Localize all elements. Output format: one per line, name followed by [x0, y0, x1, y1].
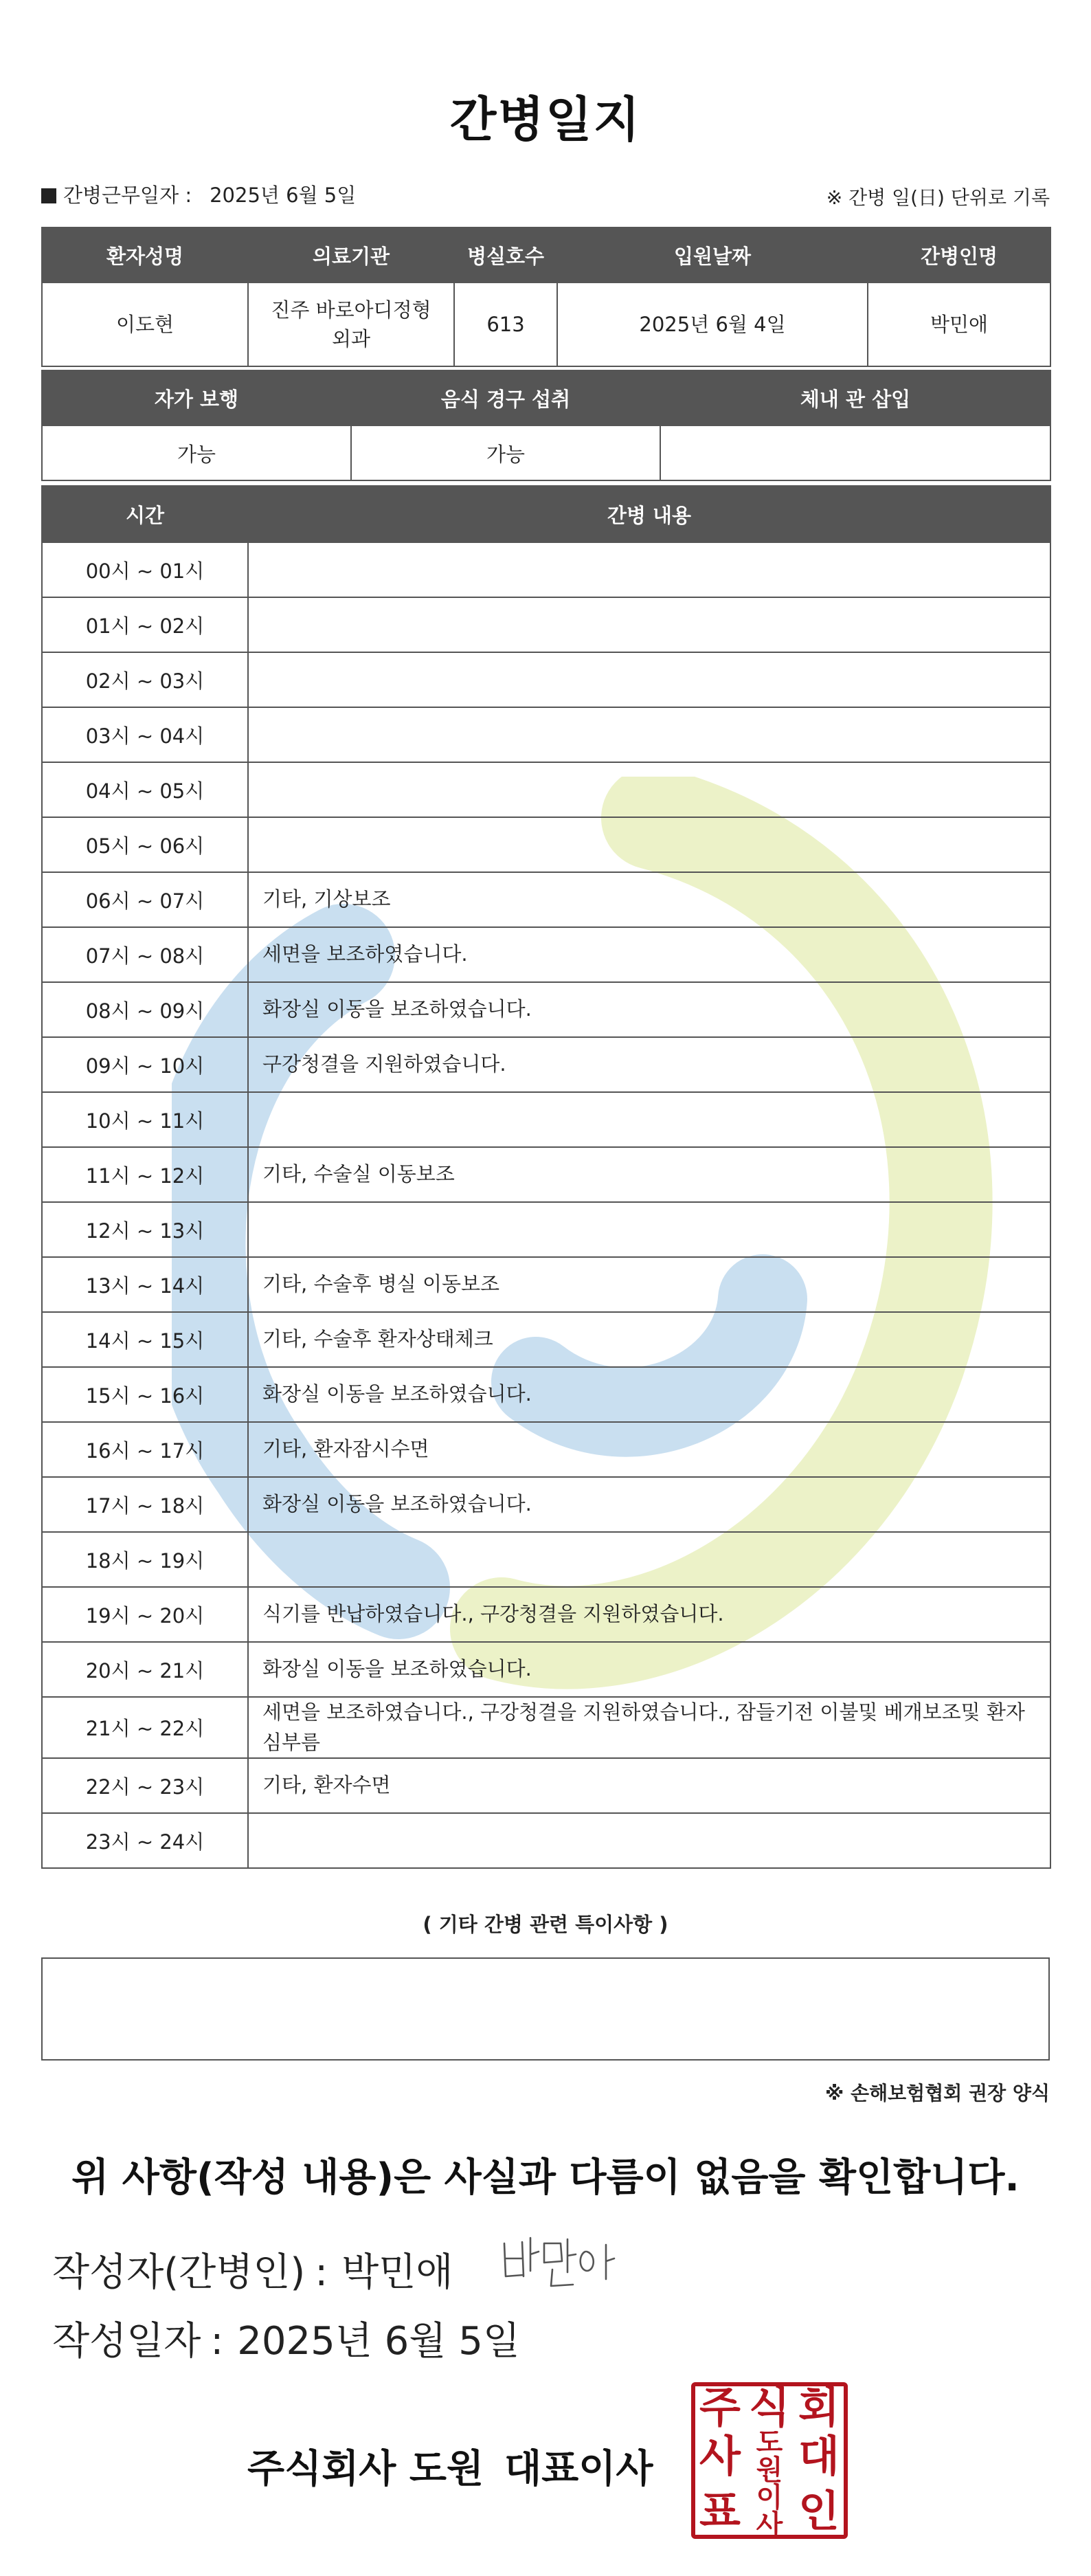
care-log-row [42, 1202, 1050, 1257]
admission-date: 2025년 6월 4일 [557, 282, 868, 366]
facility-line-2: 외과 [331, 327, 371, 351]
care-log-row [42, 872, 1050, 927]
company-seal-stamp [691, 2382, 848, 2539]
log-time: 02시 ~ 03시 [42, 652, 248, 707]
log-time: 23시 ~ 24시 [42, 1813, 248, 1868]
care-log-row [42, 817, 1050, 872]
header-caregiver: 간병인명 [868, 227, 1050, 282]
log-content [248, 652, 1050, 707]
seal-char: 사 [699, 2431, 741, 2481]
log-time: 06시 ~ 07시 [42, 872, 248, 927]
page-title: 간병일지 [449, 91, 642, 148]
header-tube-insertion: 체내 관 삽입 [660, 370, 1050, 425]
log-time: 19시 ~ 20시 [42, 1587, 248, 1642]
handwritten-signature [499, 2231, 636, 2293]
log-time: 13시 ~ 14시 [42, 1257, 248, 1312]
care-log-row [42, 1697, 1050, 1758]
care-log-row [42, 1422, 1050, 1477]
confirmation-statement: 위 사항(작성 내용)은 사실과 다름이 없음을 확인합니다. [71, 2155, 1020, 2200]
log-content [248, 1532, 1050, 1587]
written-date-separator: : [210, 2319, 224, 2364]
log-time: 00시 ~ 01시 [42, 542, 248, 597]
patient-info-table [41, 227, 1051, 367]
patient-name: 이도현 [42, 282, 248, 366]
log-content: 기타, 기상보조 [248, 872, 1050, 927]
oral-intake-value: 가능 [351, 425, 660, 480]
log-content: 기타, 수술후 병실 이동보조 [248, 1257, 1050, 1312]
care-log-row [42, 1813, 1050, 1868]
header-room: 병실호수 [454, 227, 557, 282]
seal-char: 인 [798, 2486, 840, 2536]
log-time: 21시 ~ 22시 [42, 1697, 248, 1758]
self-walking-value: 가능 [42, 425, 351, 480]
care-log-row [42, 542, 1050, 597]
log-content: 화장실 이동을 보조하였습니다. [248, 1642, 1050, 1697]
company-representative-title: 대표이사 [504, 2447, 653, 2491]
company-line [247, 2439, 653, 2494]
log-content [248, 1202, 1050, 1257]
author-line [52, 2242, 453, 2297]
written-date-line [52, 2311, 520, 2366]
log-time: 01시 ~ 02시 [42, 597, 248, 652]
author-name: 박민애 [341, 2250, 453, 2295]
log-time: 12시 ~ 13시 [42, 1202, 248, 1257]
log-time: 20시 ~ 21시 [42, 1642, 248, 1697]
caregiver-name: 박민애 [868, 282, 1050, 366]
log-content [248, 1813, 1050, 1868]
care-log-row [42, 762, 1050, 817]
care-log-row [42, 707, 1050, 762]
care-log-row [42, 1092, 1050, 1147]
log-time: 08시 ~ 09시 [42, 982, 248, 1037]
room-number: 613 [454, 282, 557, 366]
patient-status-table [41, 370, 1051, 481]
log-content: 화장실 이동을 보조하였습니다. [248, 1367, 1050, 1422]
log-content [248, 542, 1050, 597]
square-bullet-icon [41, 188, 56, 203]
work-date-value: 2025년 6월 5일 [210, 184, 357, 207]
log-content: 구강청결을 지원하였습니다. [248, 1037, 1050, 1092]
log-content [248, 597, 1050, 652]
seal-char: 대 [798, 2431, 840, 2481]
seal-char: 식 [749, 2382, 790, 2432]
log-time: 11시 ~ 12시 [42, 1147, 248, 1202]
care-log-row [42, 1312, 1050, 1367]
seal-char: 이사 [756, 2482, 783, 2541]
unit-note: ※ 간병 일(日) 단위로 기록 [826, 186, 1050, 209]
care-log-row [42, 597, 1050, 652]
header-self-walking: 자가 보행 [42, 370, 351, 425]
care-log-row [42, 1367, 1050, 1422]
care-log-row [42, 1257, 1050, 1312]
log-content: 기타, 수술실 이동보조 [248, 1147, 1050, 1202]
log-content: 기타, 환자수면 [248, 1758, 1050, 1813]
log-time: 16시 ~ 17시 [42, 1422, 248, 1477]
author-separator: : [315, 2250, 328, 2295]
header-time: 시간 [42, 486, 248, 542]
care-log-row [42, 1147, 1050, 1202]
log-time: 15시 ~ 16시 [42, 1367, 248, 1422]
log-content [248, 817, 1050, 872]
log-time: 05시 ~ 06시 [42, 817, 248, 872]
care-log-row [42, 927, 1050, 982]
header-oral-intake: 음식 경구 섭취 [351, 370, 660, 425]
work-date-line [41, 180, 356, 208]
care-log-row [42, 1642, 1050, 1697]
written-date-label: 작성일자 [52, 2319, 201, 2364]
care-log-row [42, 1477, 1050, 1532]
care-log-table [41, 485, 1051, 1869]
care-log-row [42, 1758, 1050, 1813]
log-content: 세면을 보조하였습니다., 구강청결을 지원하였습니다., 잠들기전 이불및 베개보조및 환자심부름 [248, 1697, 1050, 1758]
log-content [248, 762, 1050, 817]
log-time: 09시 ~ 10시 [42, 1037, 248, 1092]
log-content: 식기를 반납하였습니다., 구강청결을 지원하였습니다. [248, 1587, 1050, 1642]
log-content: 기타, 수술후 환자상태체크 [248, 1312, 1050, 1367]
header-admission-date: 입원날짜 [557, 227, 868, 282]
care-log-row [42, 1037, 1050, 1092]
log-time: 17시 ~ 18시 [42, 1477, 248, 1532]
seal-char: 회 [798, 2382, 840, 2432]
log-content: 화장실 이동을 보조하였습니다. [248, 1477, 1050, 1532]
log-content: 세면을 보조하였습니다. [248, 927, 1050, 982]
log-time: 07시 ~ 08시 [42, 927, 248, 982]
care-log-row [42, 652, 1050, 707]
company-name: 주식회사 도원 [247, 2447, 484, 2491]
log-time: 22시 ~ 23시 [42, 1758, 248, 1813]
facility-name [248, 282, 454, 366]
log-content [248, 707, 1050, 762]
log-time: 03시 ~ 04시 [42, 707, 248, 762]
seal-char: 표 [699, 2486, 741, 2536]
care-log-row [42, 1532, 1050, 1587]
form-note: ※ 손해보험협회 권장 양식 [825, 2082, 1050, 2105]
seal-char: 도원 [756, 2427, 783, 2486]
log-time: 10시 ~ 11시 [42, 1092, 248, 1147]
seal-char: 주 [699, 2382, 741, 2432]
header-patient-name: 환자성명 [42, 227, 248, 282]
log-time: 18시 ~ 19시 [42, 1532, 248, 1587]
care-log-row [42, 982, 1050, 1037]
log-content [248, 1092, 1050, 1147]
tube-insertion-value [660, 425, 1050, 480]
log-time: 14시 ~ 15시 [42, 1312, 248, 1367]
work-date-separator: : [185, 184, 192, 207]
facility-line-1: 진주 바로아디정형 [271, 298, 431, 322]
author-label: 작성자(간병인) [52, 2250, 306, 2295]
header-care-content: 간병 내용 [248, 486, 1050, 542]
written-date-value: 2025년 6월 5일 [237, 2319, 520, 2364]
log-content: 기타, 환자잠시수면 [248, 1422, 1050, 1477]
log-content: 화장실 이동을 보조하였습니다. [248, 982, 1050, 1037]
log-time: 04시 ~ 05시 [42, 762, 248, 817]
care-log-row [42, 1587, 1050, 1642]
notes-box [41, 1957, 1050, 2061]
care-log-rows [42, 542, 1050, 1868]
work-date-label: 간병근무일자 [63, 184, 179, 207]
header-facility: 의료기관 [248, 227, 454, 282]
notes-heading: ( 기타 간병 관련 특이사항 ) [423, 1913, 668, 1936]
